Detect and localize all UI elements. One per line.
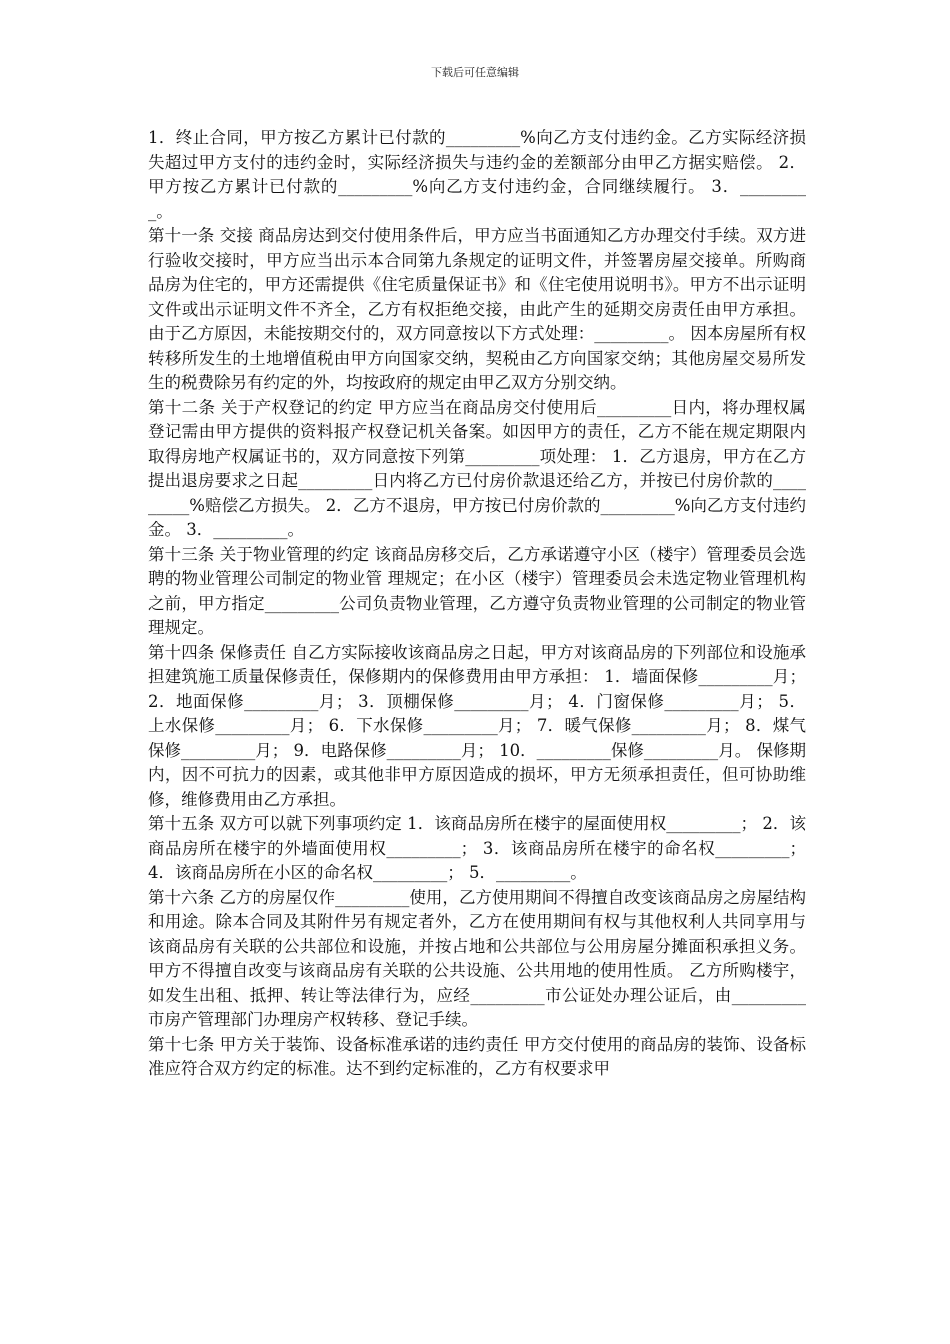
paragraph-penalty-terms: 1．终止合同，甲方按乙方累计已付款的_________%向乙方支付违约金。乙方实际经济损失超过甲方支付的违约金时，实际经济损失与违约金的差额部分由甲乙方据实赔偿。 2．甲方按乙方累计已付款的_________%向乙方支付违约金，合同继续履行。 3．_________。 [148,128,806,221]
page-header-note: 下载后可任意编辑 [431,66,519,79]
contract-body [148,126,806,1082]
paragraph-article-12: 第十二条 关于产权登记的约定 甲方应当在商品房交付使用后_________日内，将办理权属登记需由甲方提供的资料报产权登记机关备案。如因甲方的责任，乙方不能在规定期限内取得房地产权属证书的，双方同意按下列第_________项处理： 1．乙方退房，甲方在乙方提出退房要求之日起_________日内将乙方已付房价款退还给乙方，并按已付房价款的_________%赔偿乙方损失。 2．乙方不退房，甲方按已付房价款的_________%向乙方支付违约金。 3．_________。 [148,397,806,539]
paragraph-article-16: 第十六条 乙方的房屋仅作_________使用，乙方使用期间不得擅自改变该商品房之房屋结构和用途。除本合同及其附件另有规定者外，乙方在使用期间有权与其他权利人共同享用与该商品房有关联的公共部位和设施，并按占地和公共部位与公用房屋分摊面积承担义务。 甲方不得擅自改变与该商品房有关联的公共设施、公共用地的使用性质。 乙方所购楼宇，如发生出租、抵押、转让等法律行为，应经_________市公证处办理公证后，由_________市房产管理部门办理房产权转移、登记手续。 [148,887,806,1029]
paragraph-article-13: 第十三条 关于物业管理的约定 该商品房移交后，乙方承诺遵守小区（楼宇）管理委员会选聘的物业管理公司制定的物业管 理规定；在小区（楼宇）管理委员会未选定物业管理机构之前，甲方指定_________公司负责物业管理，乙方遵守负责物业管理的公司制定的物业管理规定。 [148,544,806,637]
paragraph-article-15: 第十五条 双方可以就下列事项约定 1．该商品房所在楼宇的屋面使用权_________； 2．该商品房所在楼宇的外墙面使用权_________； 3．该商品房所在楼宇的命名权_________； 4．该商品房所在小区的命名权_________； 5．_________。 [148,814,806,882]
paragraph-article-14: 第十四条 保修责任 自乙方实际接收该商品房之日起，甲方对该商品房的下列部位和设施承担建筑施工质量保修责任，保修期内的保修费用由甲方承担： 1．墙面保修_________月； 2．地面保修_________月； 3．顶棚保修_________月； 4．门窗保修_________月； 5．上水保修_________月； 6．下水保修_________月； 7．暖气保修_________月； 8．煤气保修_________月； 9．电路保修_________月； 10．_________保修_________月。 保修期内，因不可抗力的因素，或其他非甲方原因造成的损坏，甲方无须承担责任，但可协助维修，维修费用由乙方承担。 [148,642,806,809]
paragraph-article-11: 第十一条 交接 商品房达到交付使用条件后，甲方应当书面通知乙方办理交付手续。双方进行验收交接时，甲方应当出示本合同第九条规定的证明文件，并签署房屋交接单。所购商品房为住宅的，甲方还需提供《住宅质量保证书》和《住宅使用说明书》。甲方不出示证明文件或出示证明文件不齐全，乙方有权拒绝交接，由此产生的延期交房责任由甲方承担。 由于乙方原因，未能按期交付的，双方同意按以下方式处理：_________。 因本房屋所有权转移所发生的土地增值税由甲方向国家交纳，契税由乙方向国家交纳；其他房屋交易所发生的税费除另有约定的外，均按政府的规定由甲乙双方分别交纳。 [148,226,806,392]
paragraph-article-17: 第十七条 甲方关于装饰、设备标准承诺的违约责任 甲方交付使用的商品房的装饰、设备标准应符合双方约定的标准。达不到约定标准的，乙方有权要求甲 [148,1034,806,1078]
